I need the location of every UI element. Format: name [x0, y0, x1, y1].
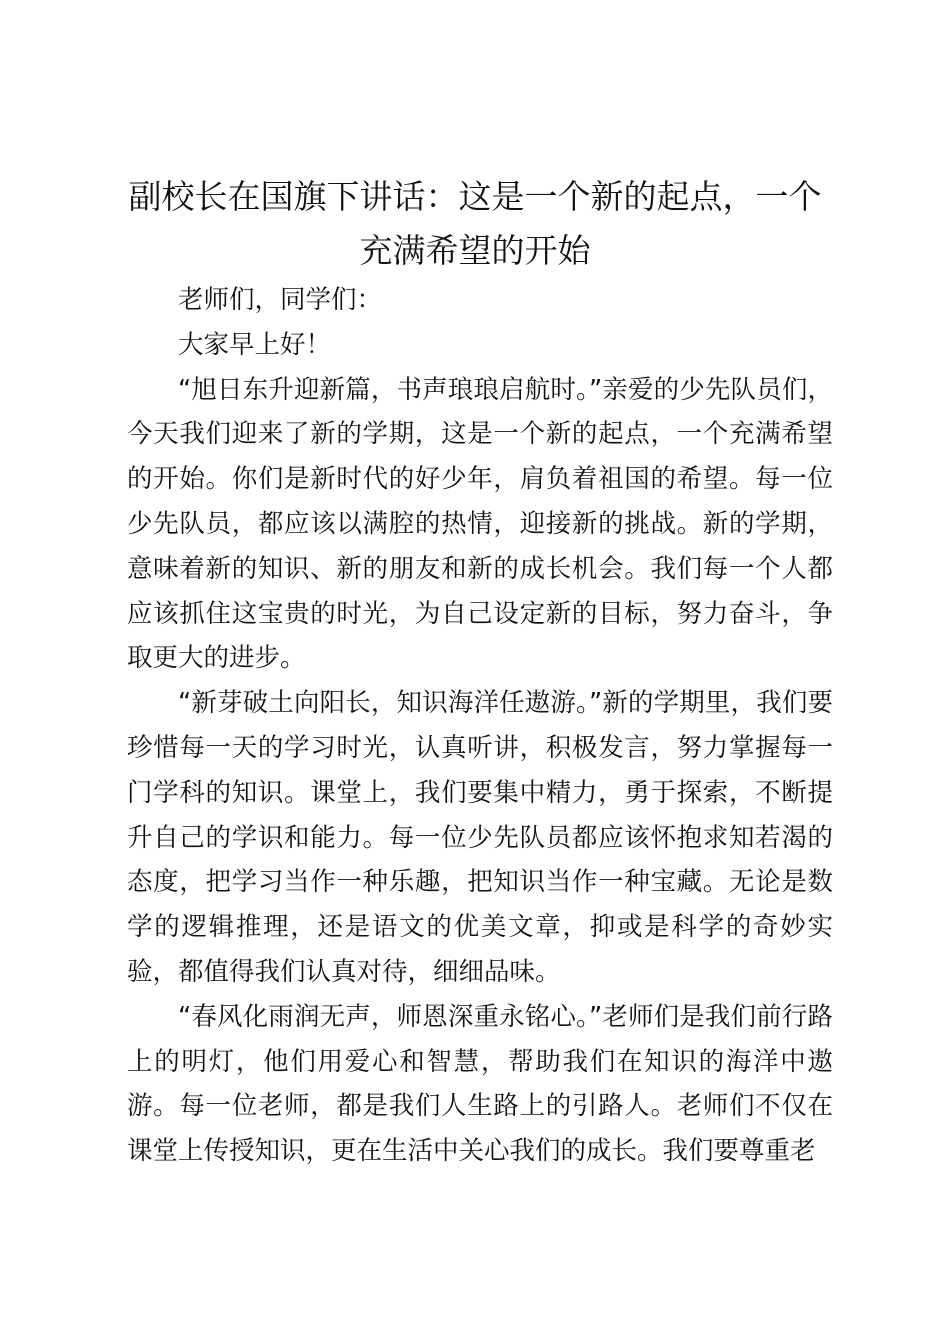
paragraph-new-semester: “旭日东升迎新篇，书声琅琅启航时。”亲爱的少先队员们，今天我们迎来了新的学期，这是一个新的起点，一个充满希望的开始。你们是新时代的好少年，肩负着祖国的希望。每一位少先队员，都应该以满腔的热情，迎接新的挑战。新的学期，意味着新的知识、新的朋友和新的成长机会。我们每一个人都应该抓住这宝贵的时光，为自己设定新的目标，努力奋斗，争取更大的进步。: [127, 374, 833, 674]
document-title: 副校长在国旗下讲话：这是一个新的起点，一个充满希望的开始: [128, 177, 822, 270]
document-body: [127, 278, 833, 1174]
greeting: 大家早上好！: [178, 329, 332, 360]
paragraph-teachers: “春风化雨润无声，师恩深重永铭心。”老师们是我们前行路上的明灯，他们用爱心和智慧，帮助我们在知识的海洋中遨游。每一位老师，都是我们人生路上的引路人。老师们不仅在课堂上传授知识，更在生活中关心我们的成长。我们要尊重老: [127, 1001, 833, 1167]
salutation: 老师们，同学们：: [178, 285, 383, 315]
paragraph-learning: “新芽破土向阳长，知识海洋任遨游。”新的学期里，我们要珍惜每一天的学习时光，认真听讲，积极发言，努力掌握每一门学科的知识。课堂上，我们要集中精力，勇于探索，不断提升自己的学识和能力。每一位少先队员都应该怀抱求知若渴的态度，把学习当作一种乐趣，把知识当作一种宝藏。无论是数学的逻辑推理，还是语文的优美文章，抑或是科学的奇妙实验，都值得我们认真对待，细细品味。: [127, 688, 833, 987]
